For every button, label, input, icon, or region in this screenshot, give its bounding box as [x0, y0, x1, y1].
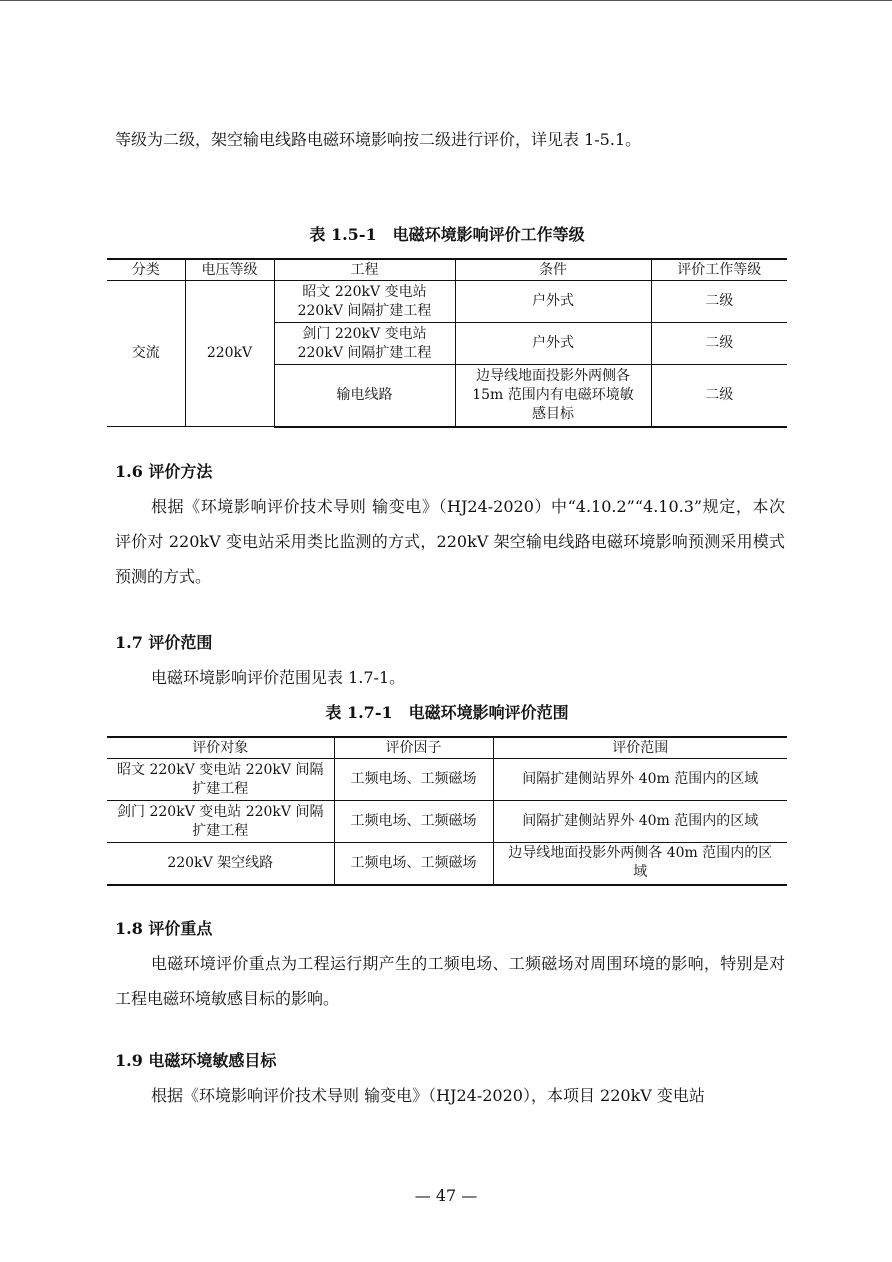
- table2-header-cell: 评价对象: [107, 737, 334, 759]
- section-1-8-heading: 1.8 评价重点: [115, 919, 213, 938]
- table1-level-cell: 二级: [651, 323, 787, 365]
- table2-header-row: [107, 737, 787, 759]
- table-row: [107, 281, 787, 323]
- section-1-7-body: 电磁环境影响评价范围见表 1.7-1。: [151, 668, 406, 687]
- page-number: — 47 —: [414, 1186, 478, 1205]
- page-top-border: [0, 0, 892, 1]
- section-1-7-heading: 1.7 评价范围: [115, 633, 213, 652]
- table1-project-cell: [274, 323, 455, 365]
- section-1-6-heading: 1.6 评价方法: [115, 462, 213, 481]
- table1-header-cell: 工程: [274, 259, 455, 281]
- table2-object-cell: 剑门 220kV 变电站 220kV 间隔扩建工程: [107, 801, 334, 843]
- table1-project-line: 220kV 间隔扩建工程: [297, 302, 432, 319]
- table1-project-cell: 输电线路: [274, 365, 455, 427]
- table1-voltage-cell: 220kV: [185, 281, 274, 427]
- table2-header-cell: 评价因子: [334, 737, 493, 759]
- table2-factor-cell: 工频电场、工频磁场: [334, 843, 493, 885]
- table-row: [107, 843, 787, 885]
- table2-range-cell: 间隔扩建侧站界外 40m 范围内的区域: [493, 801, 787, 843]
- table1-project-line: 剑门 220kV 变电站: [302, 325, 427, 342]
- table-row: [107, 759, 787, 801]
- table2-object-cell: 220kV 架空线路: [107, 843, 334, 885]
- table1-category-cell: 交流: [107, 281, 185, 427]
- section-1-6-body: 根据《环境影响评价技术导则 输变电》（HJ24-2020）中“4.10.2”“4.10.3”规定，本次评价对 220kV 变电站采用类比监测的方式，220kV 架空输电线路电磁环境影响预测采用模式预测的方式。: [115, 497, 785, 586]
- intro-paragraph: 等级为二级，架空输电线路电磁环境影响按二级进行评价，详见表 1-5.1。: [115, 130, 642, 149]
- table1-header-cell: 条件: [455, 259, 651, 281]
- table2-evaluation-range: [107, 736, 787, 886]
- table2-caption: 表 1.7-1 电磁环境影响评价范围: [325, 703, 569, 722]
- table2-range-cell: 间隔扩建侧站界外 40m 范围内的区域: [493, 759, 787, 801]
- section-1-9-body: 根据《环境影响评价技术导则 输变电》（HJ24-2020），本项目 220kV 变电站: [151, 1086, 705, 1105]
- table1-header-row: [107, 259, 787, 281]
- table2-object-cell: 昭文 220kV 变电站 220kV 间隔扩建工程: [107, 759, 334, 801]
- section-1-8-body: 电磁环境评价重点为工程运行期产生的工频电场、工频磁场对周围环境的影响，特别是对工程电磁环境敏感目标的影响。: [115, 954, 785, 1008]
- table1-level-cell: 二级: [651, 281, 787, 323]
- table1-level-cell: 二级: [651, 365, 787, 427]
- table1-evaluation-grade: [107, 258, 787, 428]
- table1-project-cell: [274, 281, 455, 323]
- table1-condition-cell: 边导线地面投影外两侧各 15m 范围内有电磁环境敏感目标: [455, 365, 651, 427]
- table-row: [107, 801, 787, 843]
- table1-condition-cell: 户外式: [455, 323, 651, 365]
- table2-range-cell: 边导线地面投影外两侧各 40m 范围内的区域: [493, 843, 787, 885]
- table1-header-cell: 评价工作等级: [651, 259, 787, 281]
- table1-condition-cell: 户外式: [455, 281, 651, 323]
- table1-project-line: 昭文 220kV 变电站: [302, 283, 427, 300]
- section-1-9-heading: 1.9 电磁环境敏感目标: [115, 1051, 277, 1070]
- table1-header-cell: 电压等级: [185, 259, 274, 281]
- table1-project-line: 220kV 间隔扩建工程: [297, 344, 432, 361]
- table2-factor-cell: 工频电场、工频磁场: [334, 759, 493, 801]
- table1-header-cell: 分类: [107, 259, 185, 281]
- table1-caption: 表 1.5-1 电磁环境影响评价工作等级: [309, 225, 585, 244]
- table2-factor-cell: 工频电场、工频磁场: [334, 801, 493, 843]
- table2-header-cell: 评价范围: [493, 737, 787, 759]
